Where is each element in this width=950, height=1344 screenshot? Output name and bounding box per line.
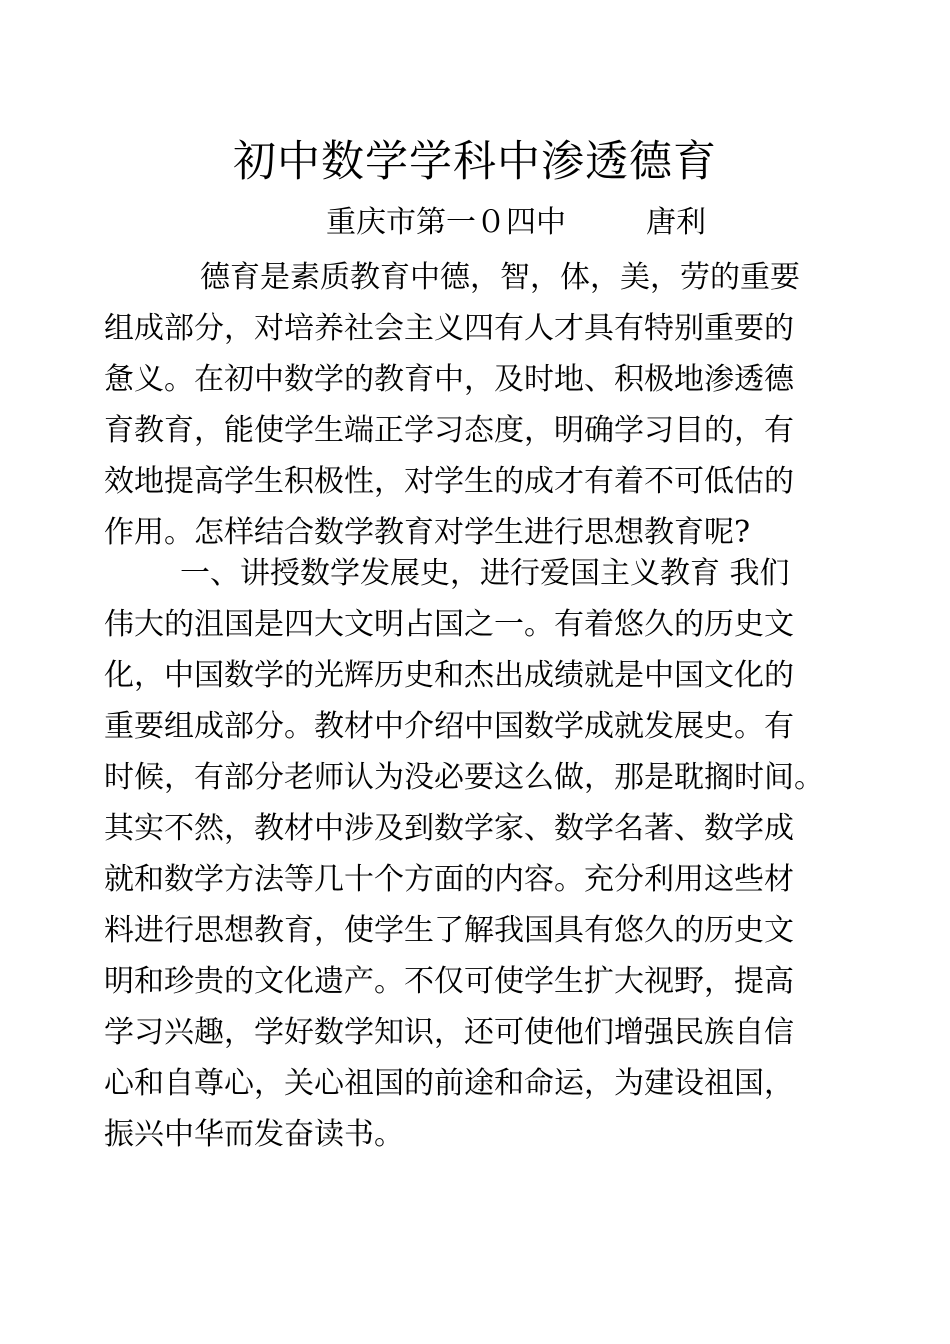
paragraph-line: 重要组成部分。教材中介绍中国数学成就发展史。有 [104, 709, 794, 744]
paragraph-line: 明和珍贵的文化遗产。不仅可使学生扩大视野，提高 [104, 964, 794, 999]
paragraph-line: 育教育，能使学生端正学习态度，明确学习目的，有 [104, 413, 794, 448]
paragraph-line: 作用。怎样结合数学教育对学生进行思想教育呢? [104, 515, 751, 550]
paragraph-line: 伟大的沮国是四大文明占国之一。有着悠久的历史文 [104, 607, 794, 642]
paragraph-line: 就和数学方法等几十个方面的内容。充分利用这些材 [104, 862, 794, 897]
byline [326, 198, 706, 248]
paragraph-line: 振兴中华而发奋读书。 [104, 1117, 404, 1152]
paragraph-line: 心和自尊心，关心祖国的前途和命运，为建设祖国， [104, 1066, 794, 1101]
paragraph-line: 其实不然，教材中涉及到数学家、数学名著、数学成 [104, 811, 794, 846]
paragraph-line: 效地提高学生积极性，对学生的成才有着不可低估的 [104, 464, 794, 499]
paragraph-section-1 [104, 548, 864, 1160]
paragraph-line: 学习兴趣，学好数学知识，还可使他们增强民族自信 [104, 1015, 794, 1050]
paragraph-line: 德育是素质教育中德，智，体，美，劳的重要 [200, 260, 800, 295]
paragraph-intro [104, 252, 864, 558]
byline-school: 重庆市第一０四中 [326, 205, 566, 240]
paragraph-line: 惫义。在初中数学的教育中，及时地、积极地渗透德 [104, 362, 794, 397]
paragraph-line: 化，中国数学的光辉历史和杰出成绩就是中国文化的 [104, 658, 794, 693]
paragraph-line: 时候，有部分老师认为没必要这么做，那是耽搁时间。 [104, 760, 824, 795]
byline-author: 唐利 [646, 205, 706, 240]
paragraph-line: 组成部分，对培养社会主义四有人才具有特别重要的 [104, 311, 794, 346]
document-title: 初中数学学科中渗透德育 [233, 137, 717, 187]
paragraph-line: 料进行思想教育，使学生了解我国具有悠久的历史文 [104, 913, 794, 948]
paragraph-line: 一、讲授数学发展史，进行爱国主义教育 我们 [180, 556, 790, 591]
